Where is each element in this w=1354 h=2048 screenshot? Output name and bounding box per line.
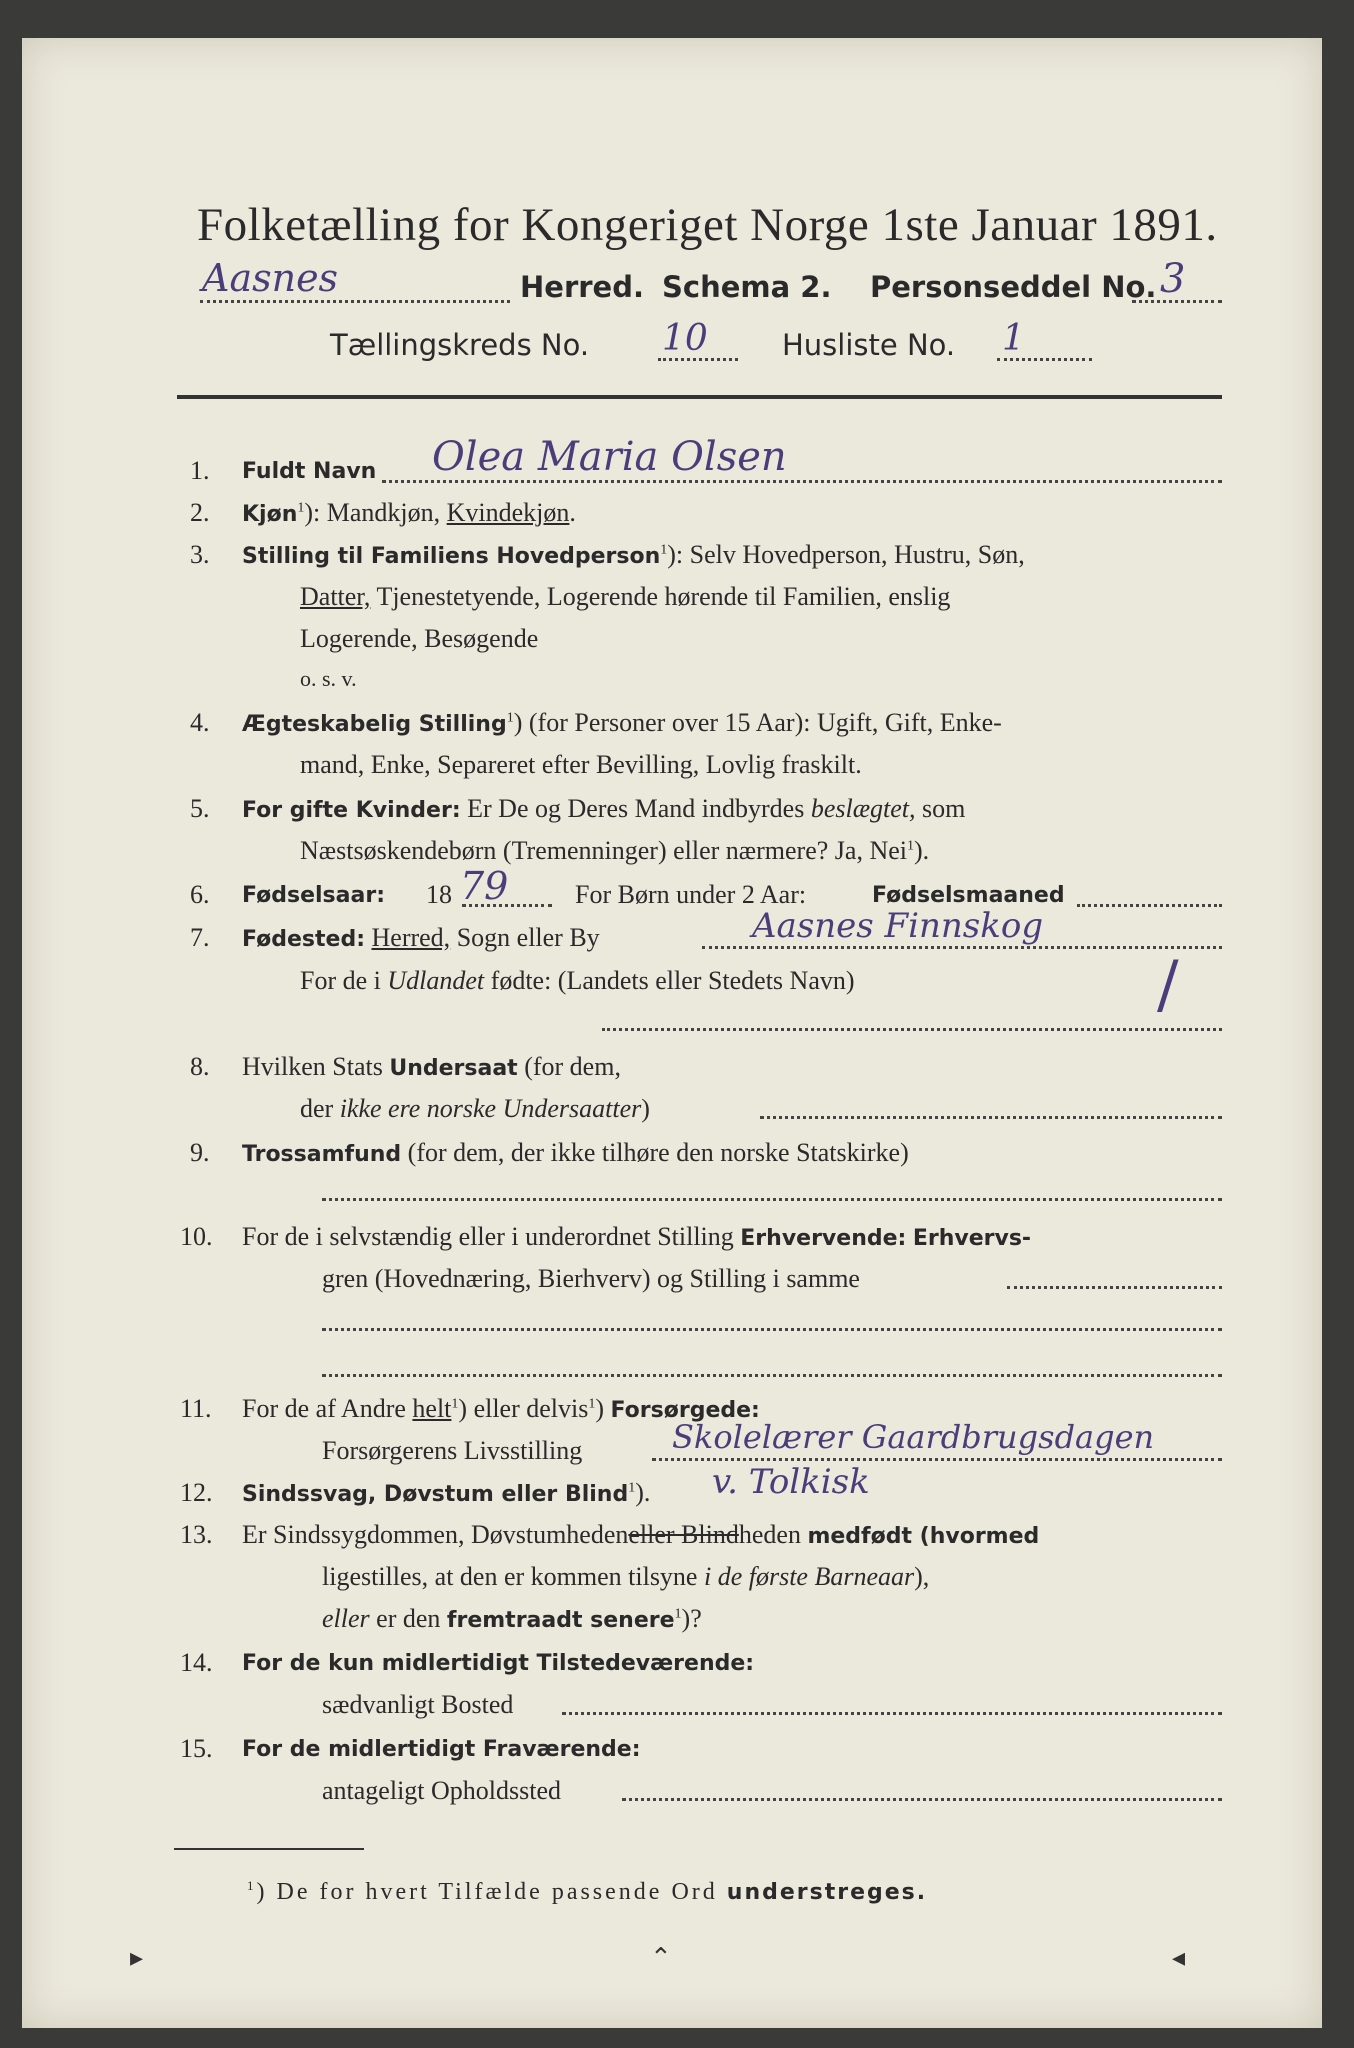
field-10-dots-3 xyxy=(322,1374,1222,1377)
field-13-label: medfødt (hvormed xyxy=(807,1524,1040,1549)
kreds-label: Tællingskreds No. xyxy=(330,328,590,362)
field-14-dots xyxy=(562,1712,1222,1715)
field-3-label: Stilling til Familiens Hovedperson xyxy=(242,544,661,569)
field-1-number: 1. xyxy=(190,456,210,485)
field-13-struck-text: eller Blind xyxy=(628,1520,739,1549)
field-15-line-2: antageligt Opholdssted xyxy=(322,1776,562,1805)
herred-label: Herred. xyxy=(520,270,644,304)
husliste-value: 1 xyxy=(1002,318,1025,359)
form-title: Folketælling for Kongeriget Norge 1ste Januar 1891. xyxy=(197,199,1218,251)
field-5-number: 5. xyxy=(190,794,210,823)
field-13-line-1: Er Sindssygdommen, Døvstumhedeneller Blindheden medfødt (hvormed xyxy=(242,1520,1040,1549)
field-11-number: 11. xyxy=(180,1394,212,1423)
field-3-line-1: Stilling til Familiens Hovedperson$^1$): Selv Hovedperson, Hustru, Søn, xyxy=(242,540,1025,569)
field-11-dots xyxy=(652,1458,1222,1461)
field-3-line-4: o. s. v. xyxy=(300,666,357,691)
field-6-dots xyxy=(462,904,552,907)
field-8-line-2: der ikke ere norske Undersaatter) xyxy=(300,1094,650,1123)
field-13-number: 13. xyxy=(180,1520,213,1549)
field-4-line-2: mand, Enke, Separeret efter Bevilling, Lovlig fraskilt. xyxy=(300,750,862,779)
field-6-value: 79 xyxy=(460,864,509,908)
field-7-selected-option: Herred, xyxy=(371,923,451,952)
field-9-number: 9. xyxy=(190,1138,210,1167)
field-14-label: For de kun midlertidigt Tilstedeværende: xyxy=(242,1651,755,1676)
field-10-dots xyxy=(1007,1286,1222,1289)
field-12-line-1: Sindssvag, Døvstum eller Blind$^1$). xyxy=(242,1478,651,1507)
herred-value: Aasnes xyxy=(202,256,339,300)
field-13-line-2: ligestilles, at den er kommen tilsyne i de første Barneaar), xyxy=(322,1562,930,1591)
field-3-line-2: Datter, Tjenestetyende, Logerende hørende til Familien, enslig xyxy=(300,582,951,611)
field-12-number: 12. xyxy=(180,1478,213,1507)
punch-mark-right: ◂ xyxy=(1172,1943,1186,1973)
field-7-value: Aasnes Finnskog xyxy=(752,906,1044,946)
field-2-line: Kjøn$^1$): Mandkjøn, Kvindekjøn. xyxy=(242,498,576,527)
field-9-line-1: Trossamfund (for dem, der ikke tilhøre den norske Statskirke) xyxy=(242,1138,909,1167)
field-6-prefix: 18 xyxy=(426,880,452,909)
field-8-number: 8. xyxy=(190,1052,210,1081)
field-3-number: 3. xyxy=(190,540,210,569)
field-11-value: Skolelærer Gaardbrugsdagen xyxy=(672,1418,1155,1456)
field-15-dots xyxy=(622,1798,1222,1801)
personseddel-value: 3 xyxy=(1160,256,1186,302)
field-10-dots-2 xyxy=(322,1328,1222,1331)
field-8-label: Undersaat xyxy=(389,1056,518,1081)
field-12-label: Sindssvag, Døvstum eller Blind xyxy=(242,1482,629,1507)
field-11-selected-option: helt xyxy=(412,1394,452,1423)
field-10-number: 10. xyxy=(180,1222,213,1251)
field-15-number: 15. xyxy=(180,1734,213,1763)
field-10-line-2: gren (Hovednæring, Bierhverv) og Stilling i samme xyxy=(322,1264,860,1293)
field-6-number: 6. xyxy=(190,880,210,909)
field-5-line-1: For gifte Kvinder: Er De og Deres Mand indbyrdes beslægtet, som xyxy=(242,794,966,823)
field-9-label: Trossamfund xyxy=(242,1142,402,1167)
field-12-value: v. Tolkisk xyxy=(712,1462,870,1502)
field-1-dots xyxy=(382,480,1222,483)
field-1-value: Olea Maria Olsen xyxy=(432,434,787,480)
kreds-value: 10 xyxy=(662,318,708,359)
field-9-dots xyxy=(322,1198,1222,1201)
field-8-dots xyxy=(760,1116,1222,1119)
field-6-dots-2 xyxy=(1077,904,1222,907)
field-5-line-2: Næstsøskendebørn (Tremenninger) eller nærmere? Ja, Nei$^1$). xyxy=(300,836,930,865)
husliste-dots xyxy=(997,358,1092,361)
field-7-dots-2 xyxy=(602,1028,1222,1031)
field-11-line-2: Forsørgerens Livsstilling xyxy=(322,1436,583,1465)
field-3-line-3: Logerende, Besøgende xyxy=(300,624,539,653)
field-1-label: Fuldt Navn xyxy=(242,459,377,484)
schema-label: Schema 2. xyxy=(662,270,832,304)
field-4-line-1: Ægteskabelig Stilling$^1$) (for Personer over 15 Aar): Ugift, Gift, Enke- xyxy=(242,708,1002,737)
field-8-line-1: Hvilken Stats Undersaat (for dem, xyxy=(242,1052,621,1081)
header-rule xyxy=(177,395,1222,399)
field-7-dots xyxy=(702,946,1222,949)
herred-dots xyxy=(200,300,510,303)
field-7-mark: / xyxy=(1157,948,1179,1022)
field-7-number: 7. xyxy=(190,923,210,952)
field-10-line-1: For de i selvstændig eller i underordnet Stilling Erhvervende: Erhvervs- xyxy=(242,1222,1032,1251)
field-2-number: 2. xyxy=(190,498,210,527)
footnote-rule xyxy=(174,1848,364,1850)
field-2-label: Kjøn xyxy=(242,502,298,527)
field-2-selected-option: Kvindekjøn xyxy=(446,498,570,527)
punch-mark-left: ▸ xyxy=(130,1943,144,1973)
field-7-line-1: Fødested: Herred, Sogn eller By xyxy=(242,923,600,952)
kreds-dots xyxy=(658,358,738,361)
field-10-label: Erhvervende: xyxy=(740,1226,907,1251)
field-3-selected-option: Datter, xyxy=(300,582,371,611)
field-14-line-2: sædvanligt Bosted xyxy=(322,1690,514,1719)
field-13-line-3: eller er den fremtraadt senere$^1$)? xyxy=(322,1604,702,1633)
field-6-label-2: For Børn under 2 Aar: xyxy=(575,880,807,909)
field-7-line-2: For de i Udlandet fødte: (Landets eller Stedets Navn) xyxy=(300,966,855,995)
field-6-label-3: Fødselsmaaned xyxy=(872,883,1065,908)
census-form-sheet xyxy=(22,38,1322,2028)
field-14-number: 14. xyxy=(180,1648,213,1677)
field-5-label: For gifte Kvinder: xyxy=(242,798,461,823)
footnote: $^1$) De for hvert Tilfælde passende Ord understreges. xyxy=(247,1878,928,1905)
field-6-label: Fødselsaar: xyxy=(242,883,385,908)
field-4-label: Ægteskabelig Stilling xyxy=(242,712,507,737)
personseddel-label: Personseddel No. xyxy=(870,270,1157,304)
field-11-line-1: For de af Andre helt$^1$) eller delvis$^1$) Forsørgede: xyxy=(242,1394,760,1423)
husliste-label: Husliste No. xyxy=(782,328,956,362)
field-11-label: Forsørgede: xyxy=(610,1398,760,1423)
field-4-number: 4. xyxy=(190,708,210,737)
personseddel-dots xyxy=(1132,300,1222,303)
punch-mark-center: ⌃ xyxy=(650,1943,672,1973)
field-13-label-2: fremtraadt senere xyxy=(446,1608,675,1633)
field-15-label: For de midlertidigt Fraværende: xyxy=(242,1737,641,1762)
field-7-label: Fødested: xyxy=(242,927,365,952)
